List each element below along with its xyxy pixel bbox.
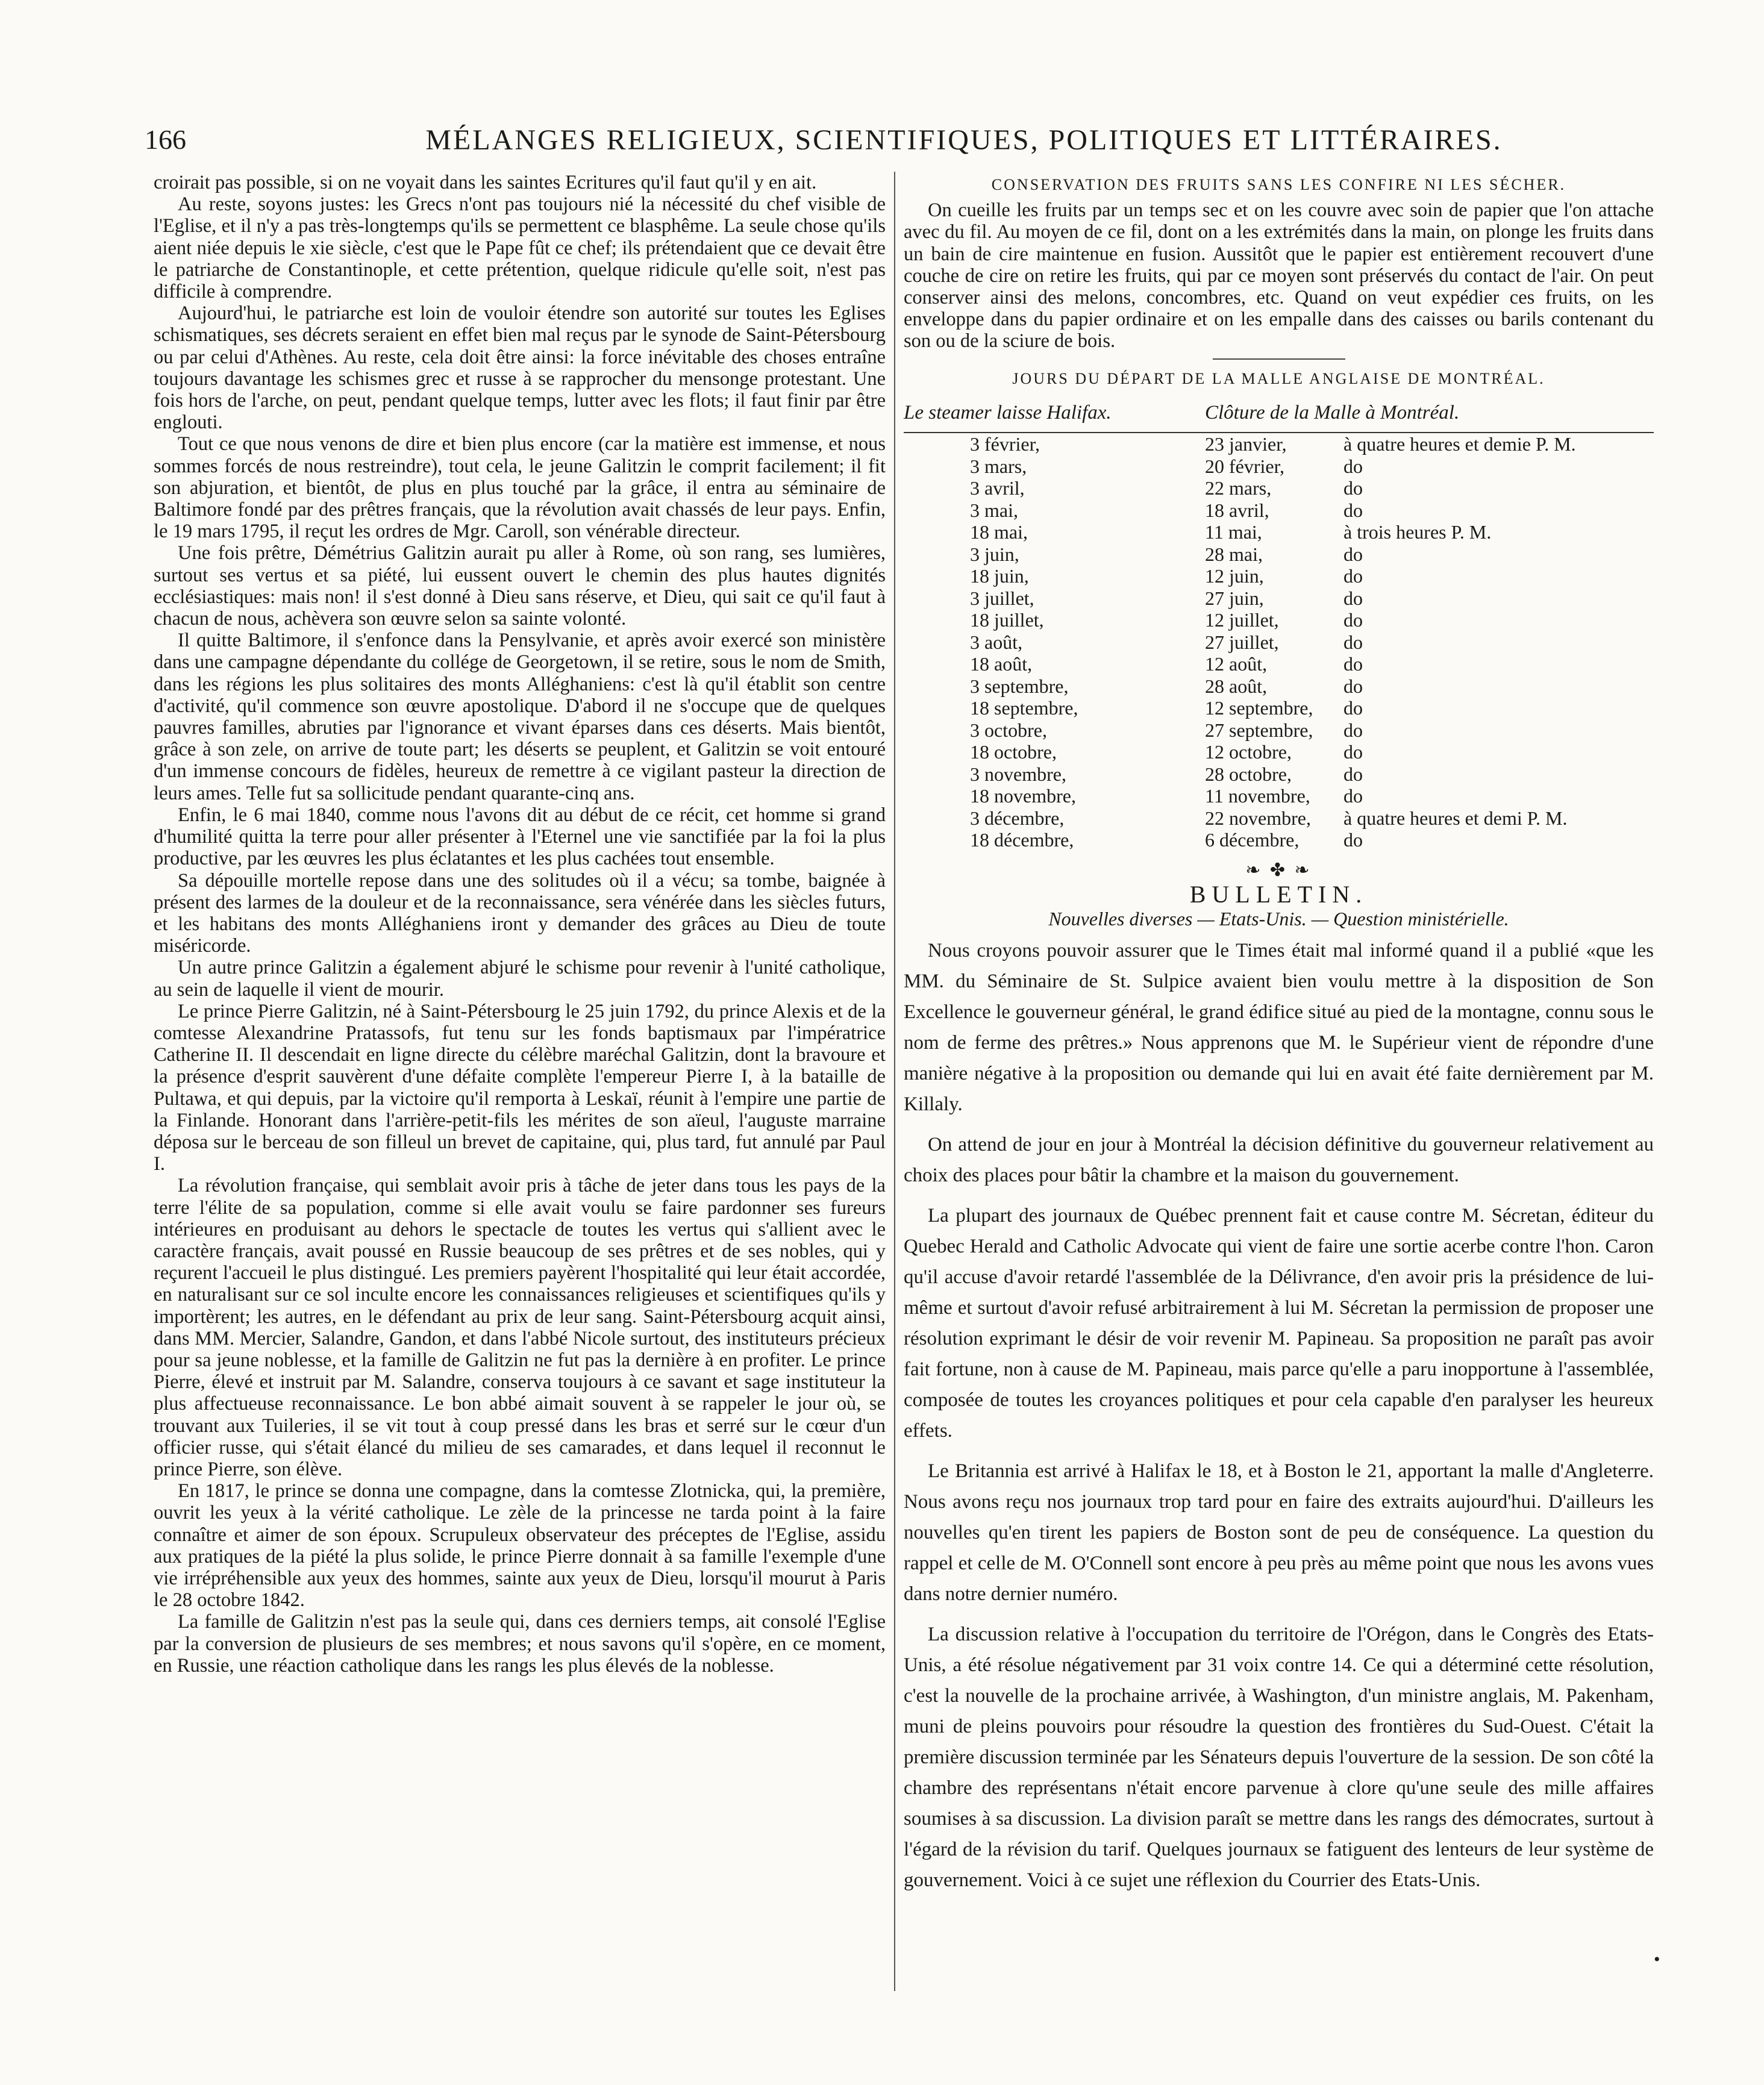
table-row bbox=[904, 675, 1654, 698]
departure-date: 3 juillet, bbox=[970, 587, 1034, 609]
closing-note: do bbox=[1343, 829, 1363, 851]
departure-date: 18 mai, bbox=[970, 521, 1028, 543]
closing-note: do bbox=[1343, 609, 1363, 631]
closing-note: do bbox=[1343, 499, 1363, 521]
end-marker-icon: • bbox=[1654, 1949, 1660, 1969]
news-paragraph: Le Britannia est arrivé à Halifax le 18, et à Boston le 21, apportant la malle d'Angleterre. Nous avons reçu nos journaux trop tard pour en faire des extraits aujourd'hui. D'ailleurs les nouvelles qu'en tirent les papiers de Boston sont de peu de conséquence. La question du rappel et celle de M. O'Connell sont encore à peu près au même point que nous les avons vues dans notre dernier numéro. bbox=[904, 1460, 1654, 1605]
closing-date: 11 mai, bbox=[1205, 521, 1262, 543]
closing-date: 12 août, bbox=[1205, 653, 1268, 675]
departure-date: 18 juillet, bbox=[970, 609, 1044, 631]
closing-date: 20 février, bbox=[1205, 455, 1284, 477]
closing-date: 27 juin, bbox=[1205, 587, 1264, 609]
news-paragraph: La plupart des journaux de Québec prennent fait et cause contre M. Sécretan, éditeur du Quebec Herald and Catholic Advocate qui vient de faire une sortie acerbe contre l'hon. Caron qu'il accuse d'avoir retardé l'assemblée de la Délivrance, d'en avoir pris la présidence de lui-même et surtout d'avoir refusé arbitrairement à lui M. Sécretan la permission de proposer une résolution exprimant le désir de voir revenir M. Papineau. Sa proposition ne paraît pas avoir fait fortune, non à cause de M. Papineau, mais parce qu'elle a paru inopportune à l'assemblée, composée de toutes les croyances politiques et pour cela capable d'en paralyser les heureux effets. bbox=[904, 1204, 1654, 1442]
table-row bbox=[904, 477, 1654, 499]
closing-note: do bbox=[1343, 565, 1363, 587]
departure-date: 3 août, bbox=[970, 631, 1023, 653]
closing-date: 12 juillet, bbox=[1205, 609, 1279, 631]
table-header-row bbox=[904, 393, 1654, 433]
page-header bbox=[145, 123, 1663, 166]
news-section bbox=[904, 936, 1654, 1896]
paragraph: Aujourd'hui, le patriarche est loin de vouloir étendre son autorité sur toutes les Eglises schismatiques, ses décrets seraient en effet bien mal reçus par le synode de Saint-Pétersbourg ou par celui d'Athènes. Au reste, cela doit être ainsi: la force inévitable des choses entraîne toujours davantage les schismes grec et russe à se rapprocher du mensonge protestant. Une fois hors de l'arche, on peut, pendant quelque temps, lutter avec les flots; il faut finir par être englouti. bbox=[154, 302, 886, 434]
table-row bbox=[904, 763, 1654, 786]
closing-note: do bbox=[1343, 477, 1363, 499]
departure-date: 18 juin, bbox=[970, 565, 1029, 587]
paragraph: La révolution française, qui semblait avoir pris à tâche de jeter dans tous les pays de la terre l'élite de sa population, comme si elle avait voulu se faire pardonner ses fureurs intérieures en produisant au dehors le spectacle de toutes les vertus qui s'allient avec le caractère français, avait poussé en Russie beaucoup de ses prêtres et de ses nobles, qui y reçurent l'accueil le plus distingué. Les premiers payèrent l'hospitalité qui leur était accordée, en naturalisant sur ce sol inculte encore les connaissances religieuses et scientifiques qu'ils y importèrent; les autres, en le défendant au prix de leur sang. Saint-Pétersbourg acquit ainsi, dans MM. Mercier, Salandre, Gandon, et dans l'abbé Nicole surtout, des instituteurs précieux pour sa jeune noblesse, et la famille de Galitzin ne fut pas la dernière à en profiter. Le prince Pierre, élevé et instruit par M. Salandre, conserva toujours à ce savant et sage instituteur la plus affectueuse reconnaissance. Le bon abbé aimait souvent à se rappeler le jour où, se trouvant aux Tuileries, il se vit tout à coup pressé dans les bras et serré sur le cœur d'un officier russe, qui s'était élancé du milieu de ses camarades, et dans lequel il reconnut le prince Pierre, son élève. bbox=[154, 1175, 886, 1480]
closing-date: 22 mars, bbox=[1205, 477, 1272, 499]
closing-date: 28 octobre, bbox=[1205, 763, 1292, 785]
departure-date: 3 octobre, bbox=[970, 719, 1047, 741]
closing-note: do bbox=[1343, 785, 1363, 807]
news-paragraph: La discussion relative à l'occupation du territoire de l'Orégon, dans le Congrès des Etats-Unis, a été résolue négativement par 31 voix contre 14. Ce qui a déterminé cette résolution, c'est la nouvelle de la prochaine arrivée, à Washington, d'un ministre anglais, M. Pakenham, muni de pleins pouvoirs pour résoudre la question des frontières du Sud-Ouest. C'était la première discussion terminée par les Sénateurs depuis l'ouverture de la session. De son côté la chambre des représentans n'était encore parvenue à clore qu'une seule des mille affaires soumises à sa discussion. La division paraît se mettre dans les rangs des démocrates, surtout à l'égard de la révision du tarif. Quelques journaux se fatiguent des lenteurs de leur système de gouvernement. Voici à ce sujet une réflexion du Courrier des Etats-Unis. bbox=[904, 1623, 1654, 1891]
paragraph: Un autre prince Galitzin a également abjuré le schisme pour revenir à l'unité catholique, au sein de laquelle il vient de mourir. bbox=[154, 957, 886, 1001]
departure-date: 18 décembre, bbox=[970, 829, 1074, 851]
table-row bbox=[904, 609, 1654, 631]
right-column bbox=[904, 172, 1654, 1896]
closing-note: do bbox=[1343, 719, 1363, 741]
page-number: 166 bbox=[145, 124, 186, 155]
table-row bbox=[904, 455, 1654, 478]
closing-note: à quatre heures et demie P. M. bbox=[1343, 433, 1576, 455]
closing-note: do bbox=[1343, 763, 1363, 785]
paragraph: croirait pas possible, si on ne voyait dans les saintes Ecritures qu'il faut qu'il y en ait. bbox=[154, 172, 817, 193]
closing-date: 12 juin, bbox=[1205, 565, 1264, 587]
news-paragraph: On attend de jour en jour à Montréal la décision définitive du gouverneur relativement au choix des places pour bâtir la chambre et la maison du gouvernement. bbox=[904, 1133, 1654, 1186]
table-row bbox=[904, 565, 1654, 587]
mail-schedule-body bbox=[904, 433, 1654, 851]
closing-date: 12 septembre, bbox=[1205, 697, 1313, 719]
paragraph: Le prince Pierre Galitzin, né à Saint-Pétersbourg le 25 juin 1792, du prince Alexis et de la comtesse Alexandrine Pratassofs, fut tenu sur les fonds baptismaux par l'impératrice Catherine II. Il descendait en ligne directe du célèbre maréchal Galitzin, dont la bravoure et la présence d'esprit sauvèrent d'une défaite complète l'empereur Pierre I, à la bataille de Pultawa, et qui depuis, par la victoire qu'il remporta à Leskaï, réunit à l'empire une partie de la Finlande. Honorant dans l'arrière-petit-fils les mérites de son aïeul, l'auguste marraine déposa sur le berceau de son filleul un brevet de capitaine, qui, plus tard, fut annulé par Paul I. bbox=[154, 1000, 886, 1175]
paragraph: Enfin, le 6 mai 1840, comme nous l'avons dit au début de ce récit, cet homme si grand d'humilité quitta la terre pour aller présenter à l'Eternel une vie sanctifiée par la foi la plus productive, par les œuvres les plus éclatantes et les plus cachées tout ensemble. bbox=[154, 804, 886, 870]
departure-date: 3 juin, bbox=[970, 543, 1019, 565]
paragraph: Il quitte Baltimore, il s'enfonce dans la Pensylvanie, et après avoir exercé son ministère dans une campagne dépendante du collége de Georgetown, il se retire, sous le nom de Smith, dans les régions les plus solitaires des monts Alléghaniens: c'est là qu'il établit son centre d'activité, qu'il commence son œuvre apostolique. D'abord il ne s'occupe que de quelques pauvres familles, abruties par l'ignorance et vivant éparses dans ces déserts. Mais bientôt, grâce à son zele, on arrive de toute part; les déserts se peuplent, et Galitzin se voit entouré d'un immense concours de fidèles, heureux de remettre à ce vigilant pasteur la direction de leurs ames. Telle fut sa sollicitude pendant quarante-cinq ans. bbox=[154, 630, 886, 804]
closing-note: do bbox=[1343, 741, 1363, 763]
paragraph: Tout ce que nous venons de dire et bien plus encore (car la matière est immense, et nous sommes forcés de nous restreindre), tout cela, le jeune Galitzin le comprit facilement; il fit son abjuration, et bientôt, de plus en plus touché par la grâce, il entra au séminaire de Baltimore fondé par des prêtres français, que la révolution avait chassés de leur pays. Enfin, le 19 mars 1795, il reçut les ordres de Mgr. Caroll, son vénérable directeur. bbox=[154, 433, 886, 543]
closing-date: 28 août, bbox=[1205, 675, 1268, 697]
closing-date: 22 novembre, bbox=[1205, 807, 1311, 829]
fruits-paragraph: On cueille les fruits par un temps sec et on les couvre avec soin de papier que l'on attache avec du fil. Au moyen de ce fil, dont on a les extrémités dans la main, on plonge les fruits dans un bain de cire maintenue en fusion. Aussitôt que le papier est entièrement recouvert d'une couche de cire on retire les fruits, qui par ce moyen sont préservés du contact de l'air. On peut conserver ainsi des melons, concombres, etc. Quand on veut expédier ces fruits, on les enveloppe dans du papier ordinaire et on les empalle dans des caisses ou barils contenant du son ou de la sciure de bois. bbox=[904, 199, 1654, 352]
paragraph: Au reste, soyons justes: les Grecs n'ont pas toujours nié la nécessité du chef visible de l'Eglise, et il n'y a pas très-longtemps qu'ils se permettent ce blasphême. La seule chose qu'ils aient niée depuis le xie siècle, c'est que le Pape fût ce chef; ils prétendaient que ce devait être le patriarche de Constantinople, et cette prétention, quelque ridicule qu'elle soit, n'est pas difficile à comprendre. bbox=[154, 193, 886, 303]
paragraph: Sa dépouille mortelle repose dans une des solitudes où il a vécu; sa tombe, baignée à présent des larmes de la douleur et de la reconnaissance, sera vénérée dans les siècles futurs, et les habitans des monts Alléghaniens iront y demander des grâces au Dieu de toute miséricorde. bbox=[154, 869, 886, 957]
column-header-departure: Le steamer laisse Halifax. bbox=[904, 393, 1205, 433]
paragraph: En 1817, le prince se donna une compagne, dans la comtesse Zlotnicka, qui, la première, ouvrit les yeux à la vérité catholique. Le zèle de la princesse ne tarda point à la faire connaître et aimer de son époux. Scrupuleux observateur des préceptes de l'Eglise, assidu aux pratiques de la piété la plus solide, le prince Pierre donnait à sa famille l'exemple d'une vie irrépréhensible aux yeux des hommes, sainte aux yeux de Dieu, lorsqu'il mourut à Paris le 28 octobre 1842. bbox=[154, 1480, 886, 1611]
closing-date: 27 juillet, bbox=[1205, 631, 1279, 653]
departure-date: 3 novembre, bbox=[970, 763, 1066, 785]
separator-rule bbox=[1213, 358, 1345, 360]
table-row bbox=[904, 433, 1654, 455]
table-row bbox=[904, 785, 1654, 807]
closing-note: à trois heures P. M. bbox=[1343, 521, 1492, 543]
closing-note: do bbox=[1343, 631, 1363, 653]
column-divider bbox=[894, 172, 895, 1991]
bulletin-subtitle: Nouvelles diverses — Etats-Unis. — Question ministérielle. bbox=[1048, 907, 1509, 930]
departure-date: 18 septembre, bbox=[970, 697, 1078, 719]
closing-note: do bbox=[1343, 587, 1363, 609]
news-paragraph: Nous croyons pouvoir assurer que le Times était mal informé quand il a publié «que les MM. du Séminaire de St. Sulpice avaient bien voulu mettre à la disposition de Son Excellence le gouverneur général, le grand édifice situé au pied de la montagne, connu sous le nom de ferme des prêtres.» Nous apprenons que M. le Supérieur vient de répondre d'une manière négative à la proposition ou demande qui lui en avait été faite dernièrement par M. Killaly. bbox=[904, 939, 1654, 1115]
table-row bbox=[904, 719, 1654, 742]
left-column bbox=[154, 172, 886, 1677]
running-title: MÉLANGES RELIGIEUX, SCIENTIFIQUES, POLITIQUES ET LITTÉRAIRES. bbox=[425, 124, 1503, 156]
departure-date: 3 mai, bbox=[970, 499, 1018, 521]
mail-heading: JOURS DU DÉPART DE LA MALLE ANGLAISE DE MONTRÉAL. bbox=[1012, 369, 1545, 387]
table-row bbox=[904, 807, 1654, 830]
fruits-heading: CONSERVATION DES FRUITS SANS LES CONFIRE NI LES SÉCHER. bbox=[991, 176, 1566, 193]
closing-date: 18 avril, bbox=[1205, 499, 1269, 521]
departure-date: 3 mars, bbox=[970, 455, 1027, 477]
closing-note: à quatre heures et demi P. M. bbox=[1343, 807, 1568, 829]
departure-date: 3 septembre, bbox=[970, 675, 1069, 697]
table-row bbox=[904, 543, 1654, 566]
departure-date: 3 avril, bbox=[970, 477, 1025, 499]
departure-date: 18 novembre, bbox=[970, 785, 1076, 807]
ornament-divider-icon: ❧ ✤ ❧ bbox=[1245, 860, 1312, 880]
bulletin-title: BULLETIN. bbox=[1189, 880, 1368, 908]
closing-note: do bbox=[1343, 675, 1363, 697]
departure-date: 18 octobre, bbox=[970, 741, 1057, 763]
closing-note: do bbox=[1343, 543, 1363, 565]
closing-date: 23 janvier, bbox=[1205, 433, 1287, 455]
departure-date: 18 août, bbox=[970, 653, 1033, 675]
table-row bbox=[904, 631, 1654, 654]
table-row bbox=[904, 499, 1654, 522]
closing-date: 11 novembre, bbox=[1205, 785, 1310, 807]
paragraph: La famille de Galitzin n'est pas la seule qui, dans ces derniers temps, ait consolé l'Eglise par la conversion de plusieurs de ses membres; et nous savons qu'il s'opère, en ce moment, en Russie, une réaction catholique dans les rangs les plus élevés de la noblesse. bbox=[154, 1611, 886, 1677]
table-row bbox=[904, 653, 1654, 675]
closing-date: 6 décembre, bbox=[1205, 829, 1300, 851]
closing-note: do bbox=[1343, 653, 1363, 675]
closing-note: do bbox=[1343, 455, 1363, 477]
closing-date: 28 mai, bbox=[1205, 543, 1263, 565]
departure-date: 3 février, bbox=[970, 433, 1040, 455]
closing-note: do bbox=[1343, 697, 1363, 719]
paragraph: Une fois prêtre, Démétrius Galitzin aurait pu aller à Rome, où son rang, ses lumières, surtout ses vertus et sa piété, lui eussent ouvert le chemin des plus hautes dignités ecclésiastiques: mais non! il s'est donné à Dieu sans réserve, et Dieu, qui sait ce qu'il faut à chacun de nous, achèvera son œuvre selon sa sainte volonté. bbox=[154, 542, 886, 630]
table-row bbox=[904, 521, 1654, 543]
mail-schedule-table bbox=[904, 393, 1654, 851]
column-header-closing: Clôture de la Malle à Montréal. bbox=[1205, 393, 1654, 433]
closing-date: 12 octobre, bbox=[1205, 741, 1292, 763]
table-row bbox=[904, 829, 1654, 851]
departure-date: 3 décembre, bbox=[970, 807, 1065, 829]
table-row bbox=[904, 697, 1654, 719]
closing-date: 27 septembre, bbox=[1205, 719, 1313, 741]
table-row bbox=[904, 741, 1654, 763]
table-row bbox=[904, 587, 1654, 610]
